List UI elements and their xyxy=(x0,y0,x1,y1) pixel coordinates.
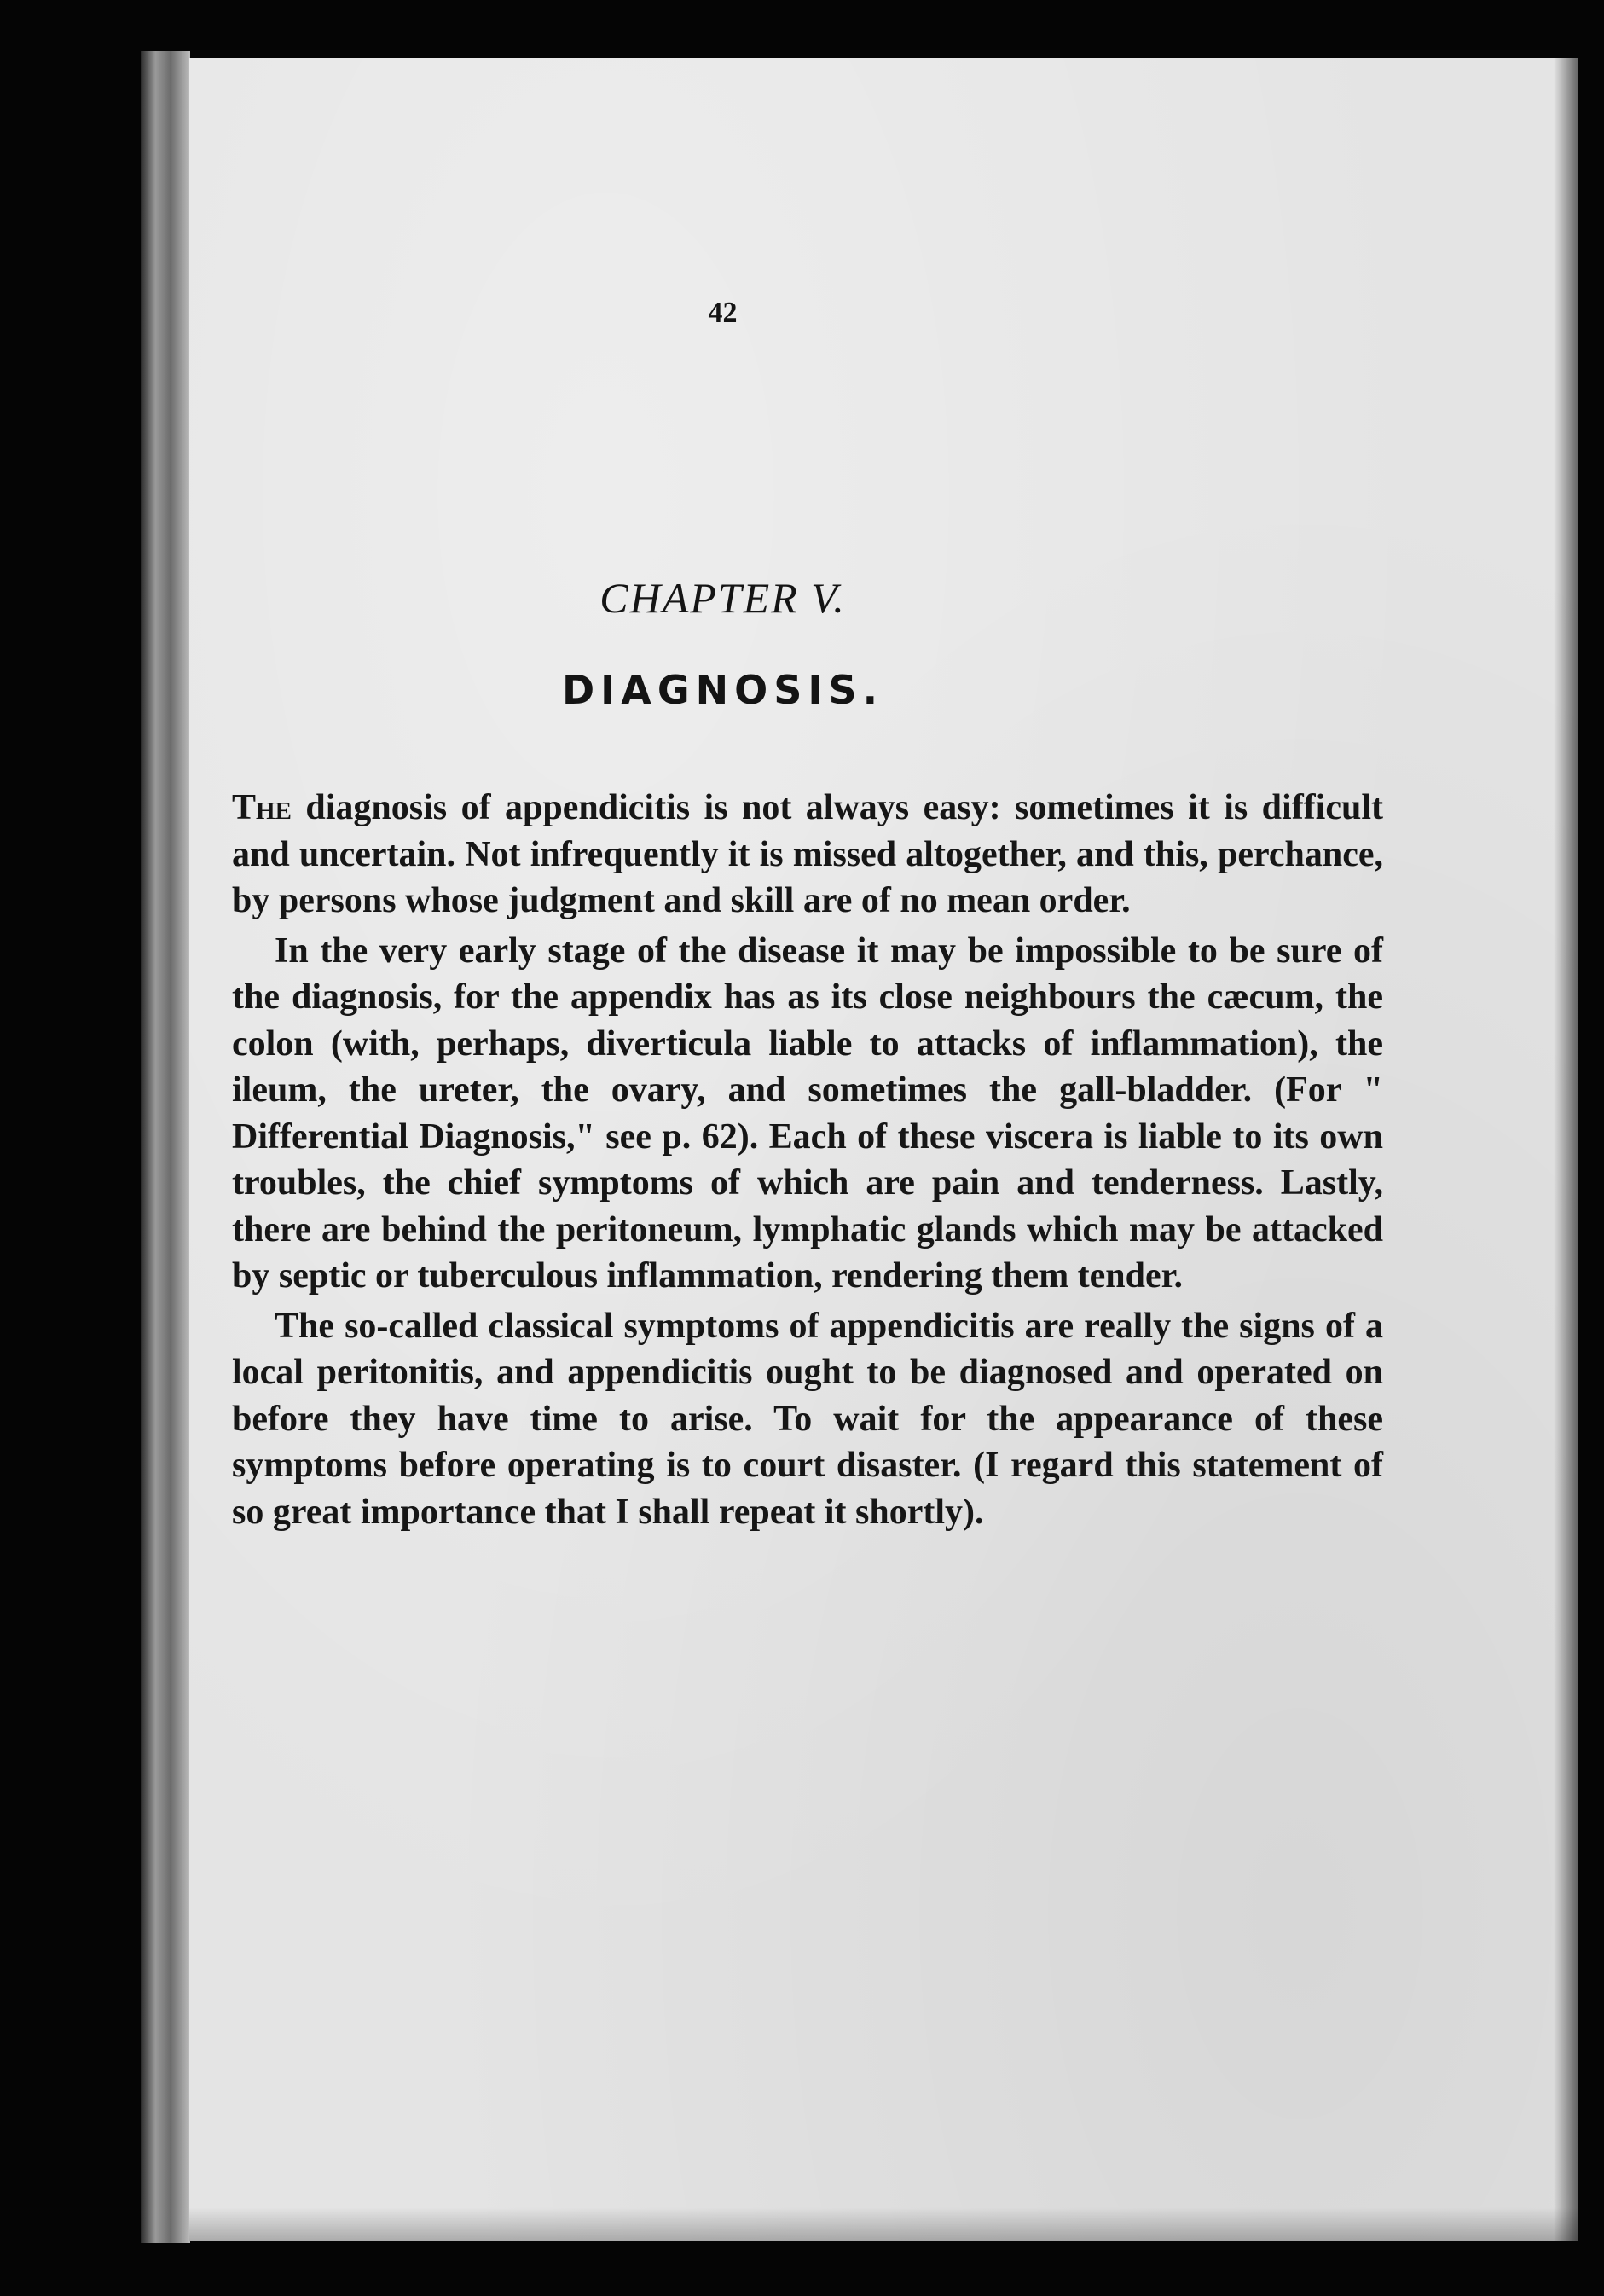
page-bottom-shadow xyxy=(189,2207,1578,2241)
body-text xyxy=(232,785,1383,1539)
paragraph-2: In the very early stage of the disease it may be impossible to be sure of the diagnosis, for the appendix has as its close neighbours the cæcum, the colon (with, perhaps, diverticula liable to attacks of inflammation), the ileum, the ureter, the ovary, and sometimes the gall-bladder. (For " Differential Diagnosis," see p. 62). Each of these viscera is liable to its own troubles, the chief symptoms of which are pain and tenderness. Lastly, there are behind the peritoneum, lymphatic glands which may be attacked by septic or tuberculous inflammation, rendering them tender. xyxy=(232,931,1383,1296)
page-number: 42 xyxy=(708,297,738,328)
page-edge-shadow xyxy=(1554,58,1578,2241)
paragraph-3: The so-called classical symptoms of appendicitis are really the signs of a local peritonitis, and appendicitis ought to be diagnosed and operated on before they have time to arise. To wait for the appearance of these symptoms before operating is to court disaster. (I regard this statement of so great importance that I shall repeat it shortly). xyxy=(232,1306,1383,1532)
paragraph-1-lead: The xyxy=(232,788,292,827)
chapter-heading: CHAPTER V. xyxy=(599,574,846,622)
book-binding-edge xyxy=(141,51,190,2243)
paragraph-1-text: diagnosis of appendicitis is not always easy: sometimes it is difficult and uncertain. Not infrequently it is missed altogether, and this, perchance, by persons whose judgment and skill are of no mean order. xyxy=(232,788,1383,920)
section-title: DIAGNOSIS. xyxy=(561,667,884,713)
paragraph-1 xyxy=(232,785,1383,925)
